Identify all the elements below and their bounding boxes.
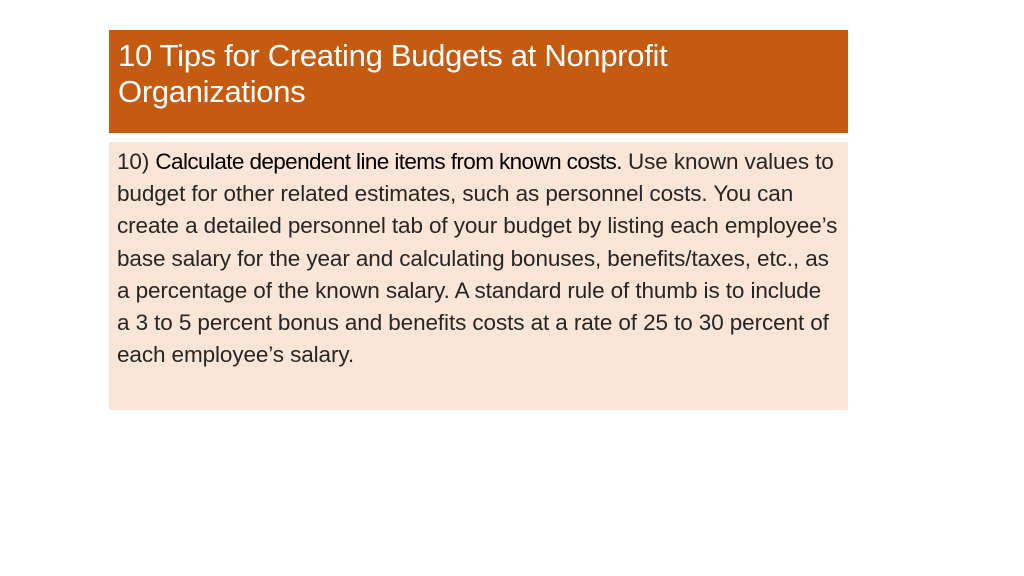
tip-body: Use known values to budget for other related estimates, such as personnel costs. You can create a detailed personnel tab of your budget by listing each employee’s base salary for the year and calculating bonuses, benefits/taxes, etc., as a percentage of the known salary. A standard rule of thumb is to include a 3 to 5 percent bonus and benefits costs at a rate of 25 to 30 percent of each employee’s salary. — [117, 149, 838, 368]
tip-number: 10) — [117, 149, 150, 174]
tip-heading: Calculate dependent line items from known costs. — [155, 149, 622, 174]
content-box — [109, 142, 848, 410]
slide-title: 10 Tips for Creating Budgets at Nonprofit Organizations — [118, 38, 668, 109]
title-banner — [109, 30, 848, 133]
tip-paragraph — [117, 146, 839, 371]
